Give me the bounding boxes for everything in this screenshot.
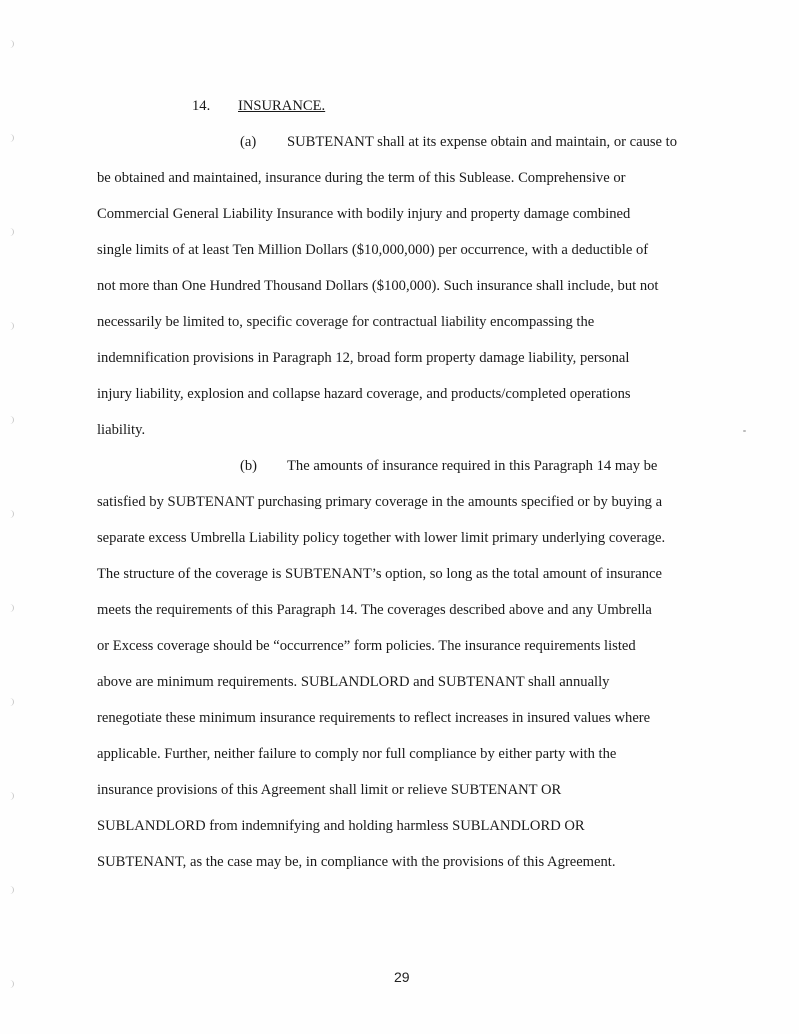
text-line: satisfied by SUBTENANT purchasing primary coverage in the amounts specified or by buying a	[97, 494, 663, 510]
scan-mark	[10, 510, 14, 518]
page-number: 29	[394, 969, 410, 985]
scan-mark	[10, 604, 14, 612]
text-line: Commercial General Liability Insurance with bodily injury and property damage combined	[97, 206, 631, 222]
text-line: necessarily be limited to, specific coverage for contractual liability encompassing the	[97, 314, 595, 330]
text-line: liability.	[97, 422, 146, 438]
text-line: meets the requirements of this Paragraph 14. The coverages described above and any Umbrella	[97, 602, 652, 618]
scan-mark	[10, 416, 14, 424]
scan-speck	[743, 430, 746, 432]
text-line: applicable. Further, neither failure to comply nor full compliance by either party with the	[97, 746, 617, 762]
scan-mark	[10, 792, 14, 800]
text-line: not more than One Hundred Thousand Dollars ($100,000). Such insurance shall include, but not	[97, 278, 659, 294]
scan-mark	[10, 980, 14, 988]
section-number: 14.	[192, 98, 211, 114]
paragraph-b-label: (b)	[240, 458, 258, 474]
text-line: single limits of at least Ten Million Dollars ($10,000,000) per occurrence, with a deductible of	[97, 242, 649, 258]
paragraph-a-label: (a)	[240, 134, 257, 150]
text-line: injury liability, explosion and collapse hazard coverage, and products/completed operations	[97, 386, 631, 402]
text-line: above are minimum requirements. SUBLANDLORD and SUBTENANT shall annually	[97, 674, 610, 690]
scan-mark	[10, 886, 14, 894]
scan-mark	[10, 698, 14, 706]
text-line: separate excess Umbrella Liability policy together with lower limit primary underlying coverage.	[97, 530, 666, 546]
paragraph-a-first-line: SUBTENANT shall at its expense obtain and maintain, or cause to	[287, 134, 678, 150]
text-line: SUBLANDLORD from indemnifying and holding harmless SUBLANDLORD OR	[97, 818, 585, 834]
section-title: INSURANCE.	[238, 98, 326, 114]
text-line: insurance provisions of this Agreement shall limit or relieve SUBTENANT OR	[97, 782, 562, 798]
text-line: The structure of the coverage is SUBTENANT’s option, so long as the total amount of insurance	[97, 566, 662, 582]
scan-mark	[10, 322, 14, 330]
scan-mark	[10, 40, 14, 48]
text-line: SUBTENANT, as the case may be, in compliance with the provisions of this Agreement.	[97, 854, 616, 870]
paragraph-b-first-line: The amounts of insurance required in this Paragraph 14 may be	[287, 458, 658, 474]
scan-mark	[10, 134, 14, 142]
text-line: indemnification provisions in Paragraph 12, broad form property damage liability, personal	[97, 350, 630, 366]
scan-mark	[10, 228, 14, 236]
text-line: be obtained and maintained, insurance during the term of this Sublease. Comprehensive or	[97, 170, 626, 186]
text-line: renegotiate these minimum insurance requirements to reflect increases in insured values where	[97, 710, 651, 726]
text-line: or Excess coverage should be “occurrence” form policies. The insurance requirements listed	[97, 638, 636, 654]
